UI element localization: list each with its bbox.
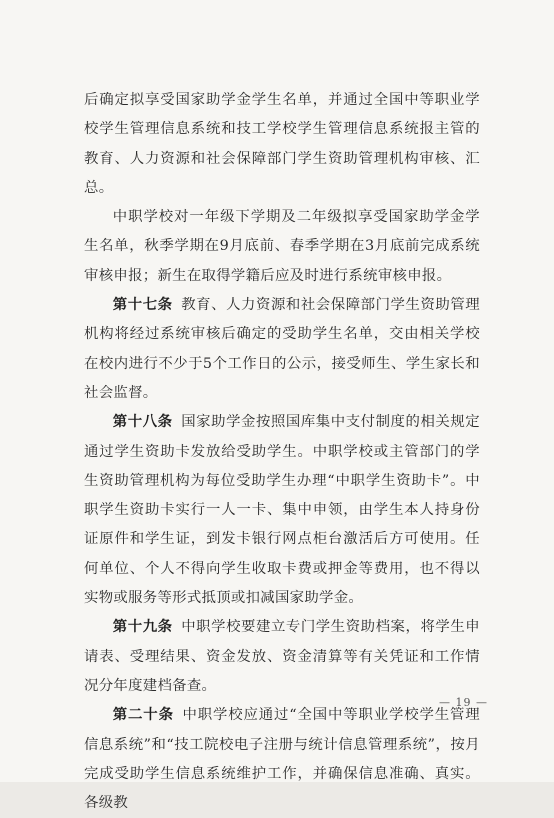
article-20 (84, 701, 480, 818)
article-number: 第十七条 (112, 297, 173, 314)
paragraph-1 (84, 86, 480, 203)
paragraph-text: 国家助学金按照国库集中支付制度的相关规定通过学生资助卡发放给受助学生。中职学校或主管部门的学生资助管理机构为每位受助学生办理“中职学生资助卡”。中职学生资助卡实行一人一卡、集中申领，由学生本人持身份证原件和学生证，到发卡银行网点柜台激活后方可使用。任何单位、个人不得向学生收取卡费或押金等费用，也不得以实物或服务等形式抵顶或扣减国家助学金。 (84, 414, 480, 607)
article-19 (84, 613, 480, 701)
paragraph-text: 中职学校要建立专门学生资助档案，将学生申请表、受理结果、资金发放、资金清算等有关凭证和工作情况分年度建档备查。 (84, 619, 480, 694)
article-18 (84, 408, 480, 613)
paragraph-2 (84, 203, 480, 291)
paragraph-text: 中职学校对一年级下学期及二年级拟享受国家助学金学生名单，秋季学期在9月底前、春季学期在3月底前完成系统审核申报；新生在取得学籍后应及时进行系统审核申报。 (84, 209, 480, 284)
article-number: 第十八条 (112, 414, 173, 431)
article-number: 第十九条 (112, 619, 173, 636)
document-body (84, 86, 480, 818)
article-17 (84, 291, 480, 408)
paragraph-text: 中职学校应通过“全国中等职业学校学生管理信息系统”和“技工院校电子注册与统计信息管理系统”，按月完成受助学生信息系统维护工作，并确保信息准确、真实。各级教 (84, 707, 480, 812)
paragraph-text: 教育、人力资源和社会保障部门学生资助管理机构将经过系统审核后确定的受助学生名单，交由相关学校在校内进行不少于5个工作日的公示，接受师生、学生家长和社会监督。 (84, 297, 480, 401)
paragraph-text: 后确定拟享受国家助学金学生名单，并通过全国中等职业学校学生管理信息系统和技工学校学生管理信息系统报主管的教育、人力资源和社会保障部门学生资助管理机构审核、汇总。 (84, 92, 480, 196)
page-number: — 19 — (439, 696, 488, 709)
article-number: 第二十条 (112, 707, 174, 724)
